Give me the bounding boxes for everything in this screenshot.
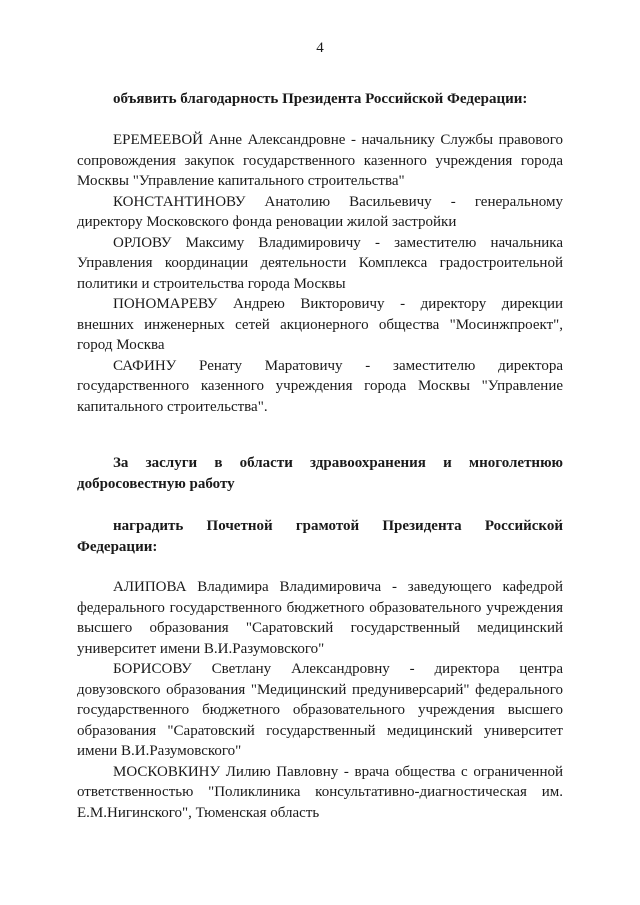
section2-list — [77, 577, 563, 823]
list-item: ЕРЕМЕЕВОЙ Анне Александровне - начальнику Службы правового сопровождения закупок государственного казенного учреждения города Москвы "Управление капитального строительства" — [77, 132, 563, 189]
list-item: ПОНОМАРЕВУ Андрею Викторовичу - директору дирекции внешних инженерных сетей акционерного общества "Мосинжпроект", город Москва — [77, 296, 563, 353]
section1-list — [77, 130, 563, 417]
list-item: КОНСТАНТИНОВУ Анатолию Васильевичу - генеральному директору Московского фонда реновации жилой застройки — [77, 193, 563, 230]
award-heading: наградить Почетной грамотой Президента Российской Федерации: — [77, 518, 563, 555]
section1-heading: объявить благодарность Президента Российской Федерации: — [113, 91, 528, 107]
list-item: САФИНУ Ренату Маратовичу - заместителю директора государственного казенного учреждения города Москвы "Управление капитального строительства". — [77, 357, 563, 415]
list-item: МОСКОВКИНУ Лилию Павловну - врача общества с ограниченной ответственностью "Поликлиника консультативно-диагностическая им. Е.М.Нигинского", Тюменская область — [77, 763, 563, 821]
page-number: 4 — [316, 40, 324, 56]
list-item: БОРИСОВУ Светлану Александровну - директора центра довузовского образования "Медицинский предуниверсарий" федерального государственного бюджетного образовательного учреждения высшего образования "Саратовский государственный медицинский университет имени В.И.Разумовского" — [77, 661, 563, 759]
list-item: ОРЛОВУ Максиму Владимировичу - заместителю начальника Управления координации деятельности Комплекса градостроительной политики и строительства города Москвы — [77, 234, 563, 292]
merit-heading: За заслуги в области здравоохранения и многолетнюю добросовестную работу — [77, 455, 563, 492]
list-item: АЛИПОВА Владимира Владимировича - заведующего кафедрой федерального государственного бюджетного образовательного учреждения высшего образования "Саратовский государственный медицинский университет имени В.И.Разумовского" — [77, 579, 563, 657]
